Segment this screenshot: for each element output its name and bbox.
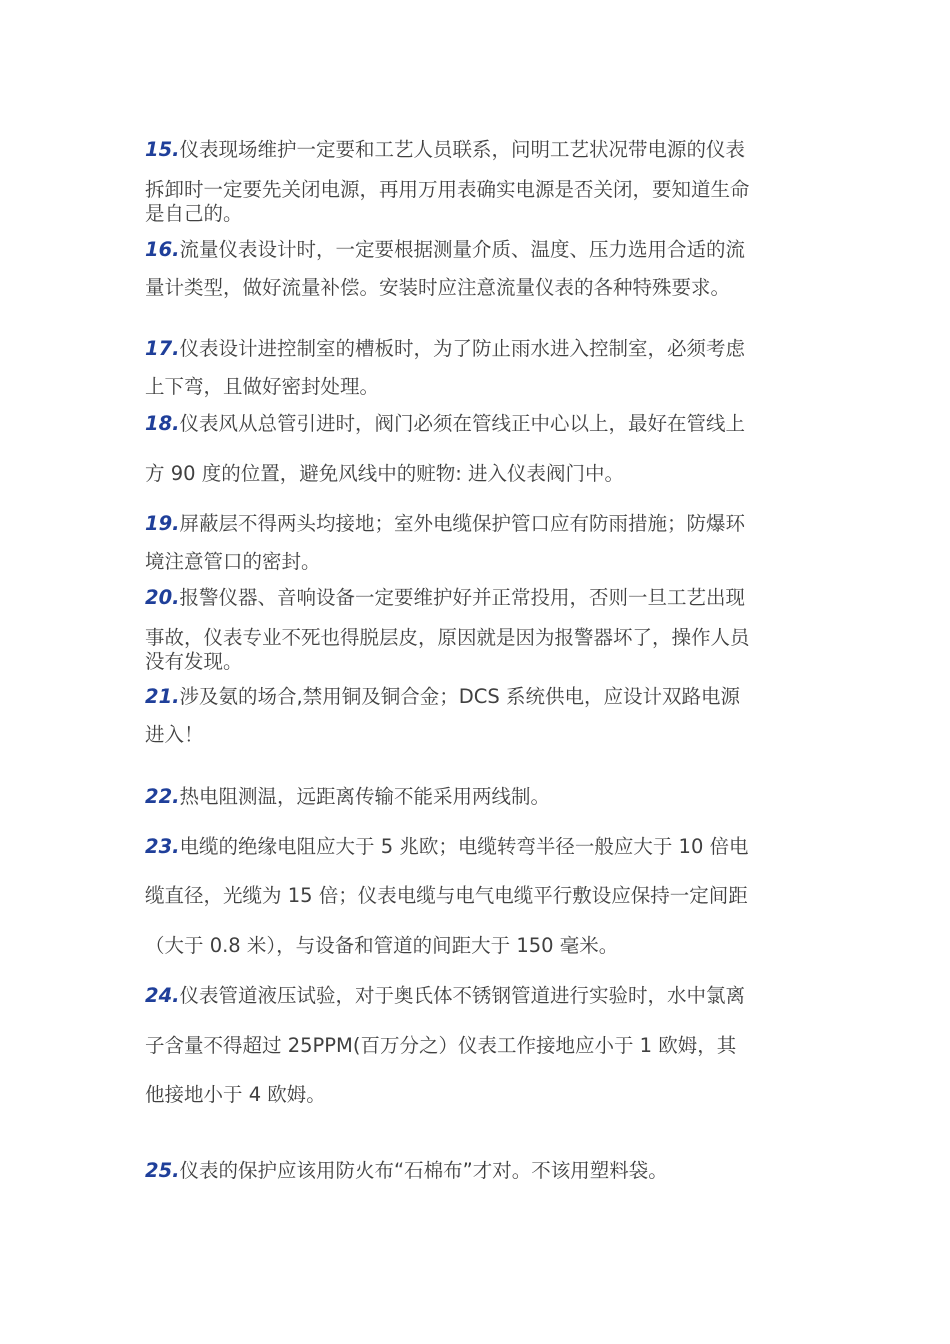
item-text: 仪表现场维护一定要和工艺人员联系，问明工艺状况带电源的仪表 [179, 138, 746, 161]
item-text: 仪表管道液压试验，对于奥氏体不锈钢管道进行实验时，水中氯离 [179, 984, 746, 1007]
item-25-line-1 [145, 1157, 668, 1185]
item-15-line-1 [145, 136, 745, 164]
item-15-line-3: 是自己的。 [145, 202, 243, 225]
item-19-line-2: 境注意管口的密封。 [145, 550, 321, 573]
item-text: 仪表的保护应该用防火布“石棉布”才对。不该用塑料袋。 [179, 1159, 668, 1182]
item-number: 20. [145, 586, 180, 609]
item-number: 22. [145, 785, 180, 808]
item-23-line-3: （大于 0.8 米），与设备和管道的间距大于 150 毫米。 [145, 934, 619, 957]
item-23-line-2: 缆直径，光缆为 15 倍；仪表电缆与电气电缆平行敷设应保持一定间距 [145, 884, 748, 907]
item-number: 15. [145, 138, 180, 161]
item-number: 25. [145, 1159, 180, 1182]
item-number: 21. [145, 685, 180, 708]
item-17-line-2: 上下弯，且做好密封处理。 [145, 375, 380, 398]
item-text: 流量仪表设计时，一定要根据测量介质、温度、压力选用合适的流 [179, 238, 746, 261]
item-24-line-1 [145, 982, 745, 1010]
item-text: 热电阻测温，远距离传输不能采用两线制。 [179, 785, 551, 808]
item-19-line-1 [145, 510, 745, 538]
item-text: 电缆的绝缘电阻应大于 5 兆欧；电缆转弯半径一般应大于 10 倍电 [179, 835, 749, 858]
item-number: 19. [145, 512, 180, 535]
item-20-line-2: 事故，仪表专业不死也得脱层皮，原因就是因为报警器坏了，操作人员 [145, 626, 750, 649]
item-20-line-3: 没有发现。 [145, 650, 243, 673]
item-16-line-1 [145, 236, 745, 264]
item-16-line-2: 量计类型，做好流量补偿。安装时应注意流量仪表的各种特殊要求。 [145, 276, 731, 299]
item-23-line-1 [145, 833, 749, 861]
item-number: 24. [145, 984, 180, 1007]
item-number: 16. [145, 238, 180, 261]
item-17-line-1 [145, 335, 745, 363]
item-text: 涉及氨的场合,禁用铜及铜合金；DCS 系统供电，应设计双路电源 [179, 685, 740, 708]
item-22-line-1 [145, 783, 550, 811]
item-18-line-2: 方 90 度的位置，避免风线中的赃物: 进入仪表阀门中。 [145, 462, 624, 485]
item-24-line-2: 子含量不得超过 25PPM(百万分之）仪表工作接地应小于 1 欧姆，其 [145, 1034, 737, 1057]
item-24-line-3: 他接地小于 4 欧姆。 [145, 1083, 326, 1106]
item-number: 23. [145, 835, 180, 858]
item-text: 仪表风从总管引进时，阀门必须在管线正中心以上，最好在管线上 [179, 412, 746, 435]
item-text: 报警仪器、音响设备一定要维护好并正常投用，否则一旦工艺出现 [179, 586, 746, 609]
item-number: 18. [145, 412, 180, 435]
item-18-line-1 [145, 410, 745, 438]
item-21-line-1 [145, 683, 740, 711]
item-20-line-1 [145, 584, 745, 612]
item-15-line-2: 拆卸时一定要先关闭电源，再用万用表确实电源是否关闭，要知道生命 [145, 178, 750, 201]
item-text: 屏蔽层不得两头均接地；室外电缆保护管口应有防雨措施；防爆环 [179, 512, 746, 535]
item-text: 仪表设计进控制室的槽板时，为了防止雨水进入控制室，必须考虑 [179, 337, 746, 360]
item-21-line-2: 进入！ [145, 723, 204, 746]
item-number: 17. [145, 337, 180, 360]
